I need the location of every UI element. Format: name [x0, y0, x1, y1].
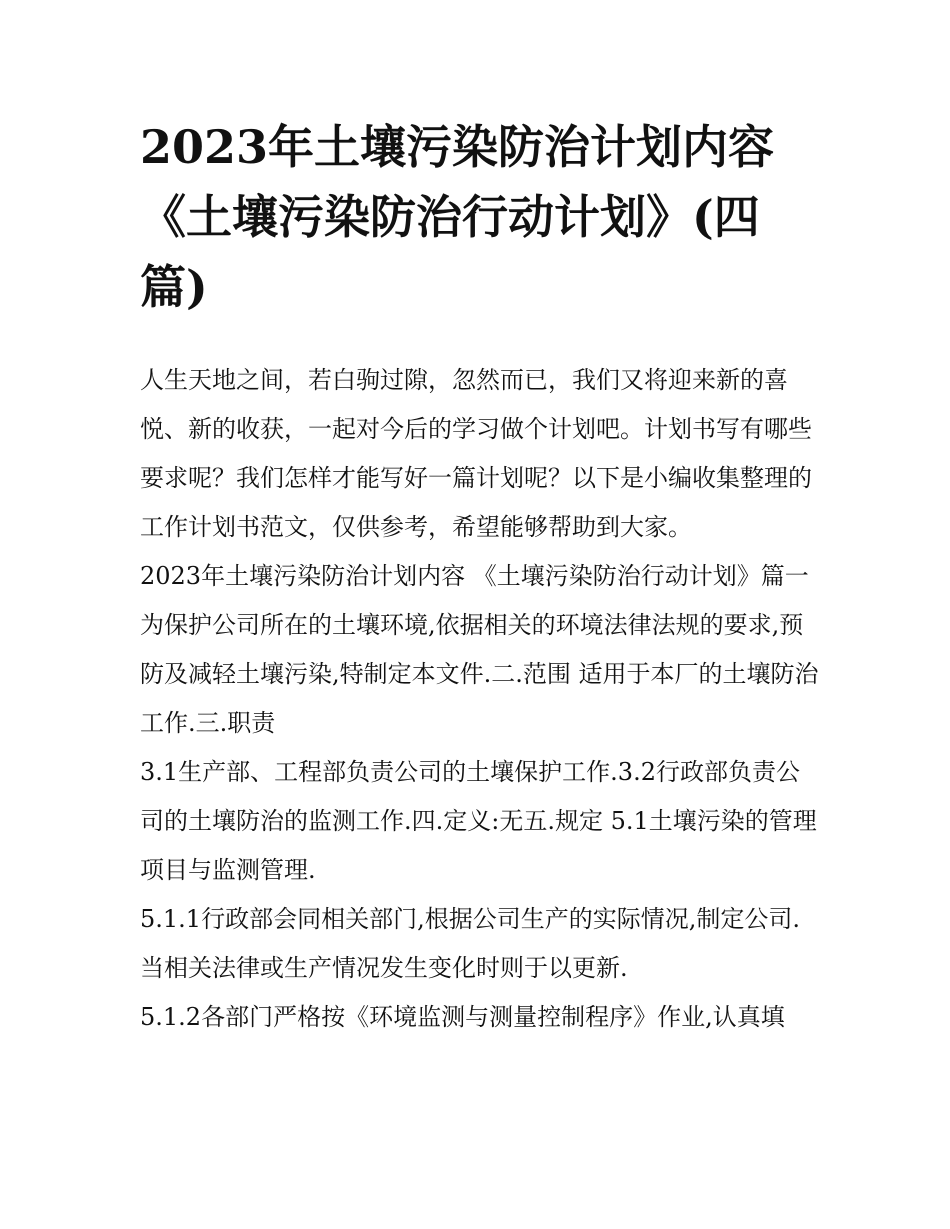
intro-paragraph: 人生天地之间，若白驹过隙，忽然而已，我们又将迎来新的喜悦、新的收获，一起对今后的学习做个计划吧。计划书写有哪些要求呢？我们怎样才能写好一篇计划呢？以下是小编收集整理的工作计划书范文，仅供参考，希望能够帮助到大家。 [140, 366, 812, 541]
body-paragraph: 5.1.1行政部会同相关部门,根据公司生产的实际情况,制定公司.当相关法律或生产情况发生变化时则于以更新. [140, 905, 800, 982]
body-paragraph: 3.1生产部、工程部负责公司的土壤保护工作.3.2行政部负责公司的土壤防治的监测工作.四.定义:无五.规定 5.1土壤污染的管理项目与监测管理. [140, 758, 817, 884]
document-title: 2023年土壤污染防治计划内容《土壤污染防治行动计划》(四篇) [140, 120, 775, 314]
document-body [140, 356, 820, 1042]
body-paragraph: 5.1.2各部门严格按《环境监测与测量控制程序》作业,认真填 [140, 1003, 785, 1031]
body-paragraph: 为保护公司所在的土壤环境,依据相关的环境法律法规的要求,预防及减轻土壤污染,特制定本文件.二.范围 适用于本厂的土壤防治工作.三.职责 [140, 611, 819, 737]
section-heading: 2023年土壤污染防治计划内容 《土壤污染防治行动计划》篇一 [140, 562, 809, 590]
